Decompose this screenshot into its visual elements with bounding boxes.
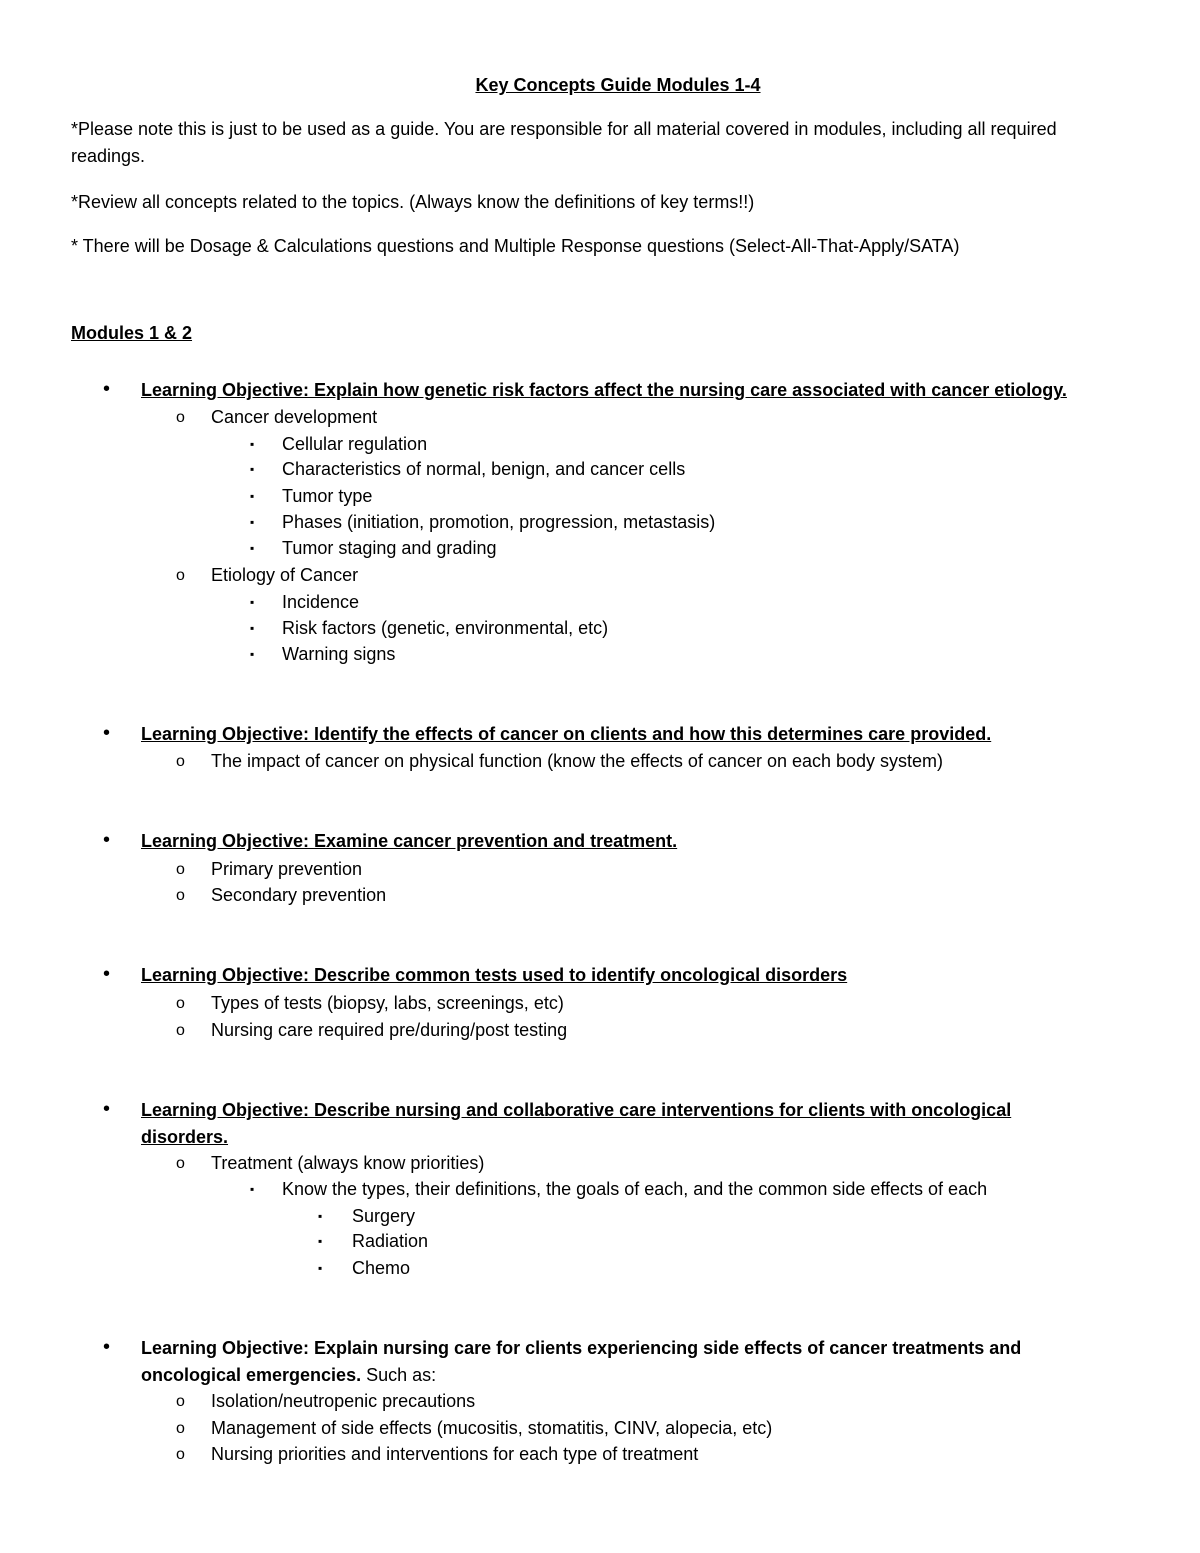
bullet-circle: o [176, 1420, 185, 1437]
bullet-circle: o [176, 995, 185, 1012]
topic-item: Treatment (always know priorities) [211, 1153, 485, 1173]
subtopic-item: Phases (initiation, promotion, progression, metastasis) [282, 512, 716, 532]
learning-objective-text: Learning Objective: Identify the effects of cancer on clients and how this determines care provided. [141, 724, 992, 744]
bullet-square: ▪ [250, 462, 255, 476]
subtopic-item: Tumor type [282, 486, 373, 506]
bullet-circle: o [176, 1022, 185, 1039]
topic-item: Management of side effects (mucositis, stomatitis, CINV, alopecia, etc) [211, 1418, 773, 1438]
bullet-square: ▪ [250, 515, 255, 529]
bullet-disc: • [103, 722, 111, 744]
topic-item: Nursing care required pre/during/post testing [211, 1020, 568, 1040]
subtopic-item: Characteristics of normal, benign, and cancer cells [282, 459, 686, 479]
document-title: Key Concepts Guide Modules 1-4 [475, 75, 761, 95]
bullet-square: ▪ [250, 541, 255, 555]
learning-objective-3 [141, 828, 1121, 855]
subtopic-item: Incidence [282, 592, 360, 612]
topic-item: Nursing priorities and interventions for each type of treatment [211, 1444, 699, 1464]
subtopic-item: Cellular regulation [282, 434, 428, 454]
bullet-square: ▪ [250, 489, 255, 503]
learning-objective-6 [141, 1335, 1061, 1389]
bullet-circle: o [176, 409, 185, 426]
bullet-circle: o [176, 567, 185, 584]
subtopic-item: Risk factors (genetic, environmental, etc) [282, 618, 609, 638]
treatment-type: Chemo [352, 1258, 411, 1278]
subtopic-item: Know the types, their definitions, the goals of each, and the common side effects of each [282, 1179, 988, 1199]
bullet-circle: o [176, 887, 185, 904]
bullet-disc: • [103, 1098, 111, 1120]
note-review: *Review all concepts related to the topics. (Always know the definitions of key terms!!) [71, 192, 755, 212]
treatment-type: Radiation [352, 1231, 429, 1251]
note-questions: * There will be Dosage & Calculations questions and Multiple Response questions (Select-All-That-Apply/SATA) [71, 236, 960, 256]
bullet-square: ▪ [250, 1182, 255, 1196]
learning-objective-1 [141, 377, 1121, 404]
bullet-square: ▪ [318, 1234, 323, 1248]
learning-objective-4 [141, 962, 1121, 989]
subtopic-item: Tumor staging and grading [282, 538, 497, 558]
learning-objective-text: Learning Objective: Examine cancer prevention and treatment. [141, 831, 678, 851]
bullet-square: ▪ [250, 621, 255, 635]
learning-objective-text: Learning Objective: Explain how genetic risk factors affect the nursing care associated with cancer etiology. [141, 380, 1067, 400]
bullet-circle: o [176, 1155, 185, 1172]
topic-item: Etiology of Cancer [211, 565, 359, 585]
bullet-square: ▪ [318, 1261, 323, 1275]
treatment-type: Surgery [352, 1206, 416, 1226]
bullet-square: ▪ [250, 595, 255, 609]
bullet-square: ▪ [318, 1209, 323, 1223]
bullet-disc: • [103, 1336, 111, 1358]
topic-item: The impact of cancer on physical function (know the effects of cancer on each body system) [211, 751, 944, 771]
module-heading: Modules 1 & 2 [71, 323, 193, 343]
topic-item: Primary prevention [211, 859, 363, 879]
learning-objective-text: Learning Objective: Explain nursing care for clients experiencing side effects of cancer treatments and oncological emergencies. [141, 1338, 1022, 1385]
topic-item: Cancer development [211, 407, 378, 427]
learning-objective-text: Learning Objective: Describe nursing and collaborative care interventions for clients with oncological disorders. [141, 1100, 1012, 1147]
note-guide: *Please note this is just to be used as a guide. You are responsible for all material covered in modules, including all required readings. [71, 119, 1057, 166]
topic-item: Types of tests (biopsy, labs, screenings, etc) [211, 993, 564, 1013]
bullet-circle: o [176, 861, 185, 878]
learning-objective-suffix: Such as: [361, 1365, 437, 1385]
bullet-circle: o [176, 753, 185, 770]
learning-objective-text: Learning Objective: Describe common tests used to identify oncological disorders [141, 965, 848, 985]
bullet-disc: • [103, 963, 111, 985]
topic-item: Isolation/neutropenic precautions [211, 1391, 476, 1411]
bullet-disc: • [103, 829, 111, 851]
learning-objective-5 [141, 1097, 1061, 1151]
topic-item: Secondary prevention [211, 885, 387, 905]
bullet-square: ▪ [250, 647, 255, 661]
bullet-circle: o [176, 1446, 185, 1463]
learning-objective-2 [141, 721, 1121, 748]
bullet-circle: o [176, 1393, 185, 1410]
bullet-square: ▪ [250, 437, 255, 451]
subtopic-item: Warning signs [282, 644, 396, 664]
bullet-disc: • [103, 378, 111, 400]
